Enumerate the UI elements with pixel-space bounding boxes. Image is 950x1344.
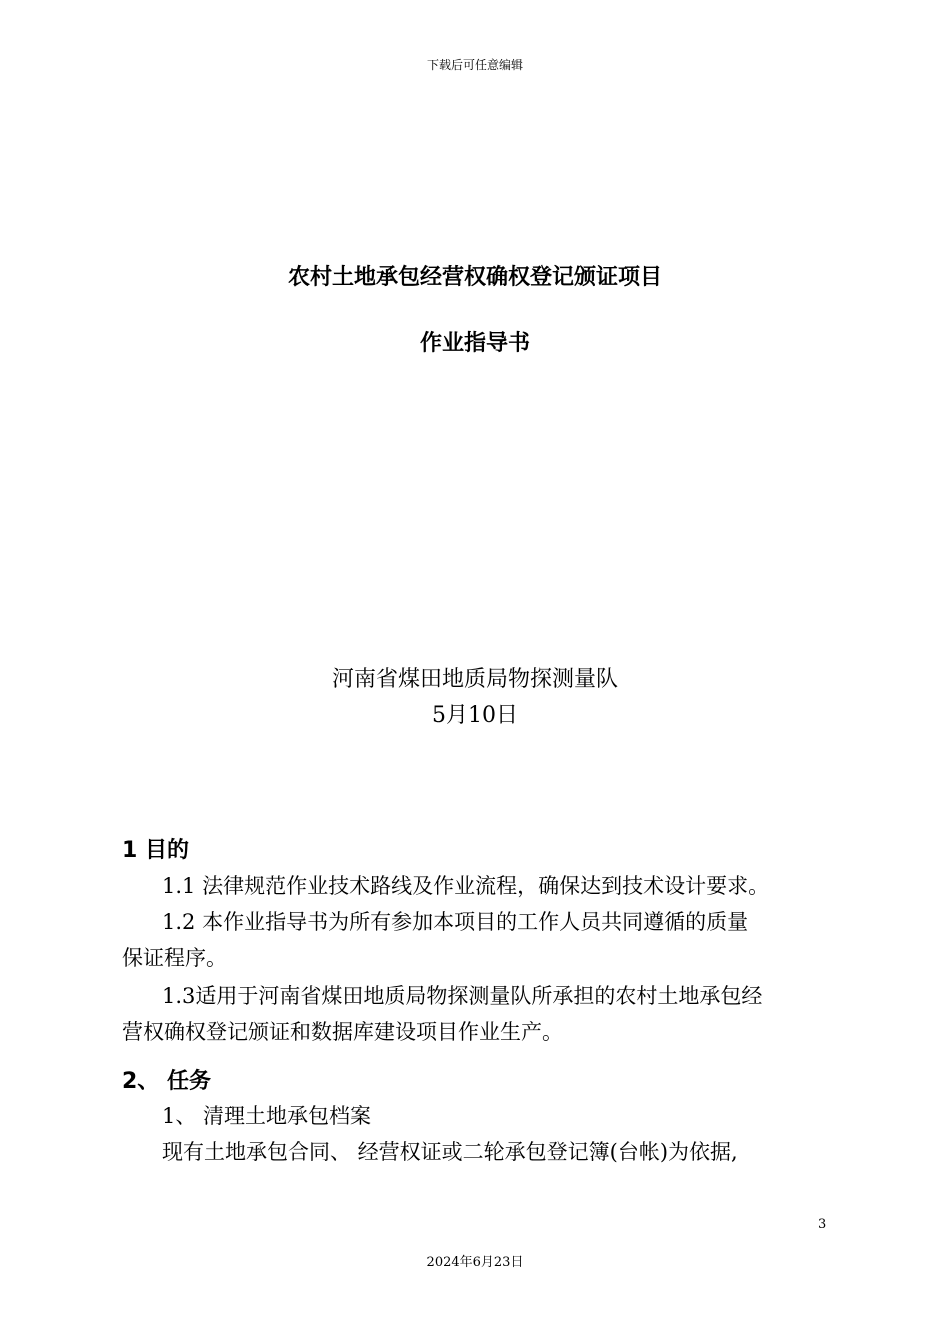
document-title: 农村土地承包经营权确权登记颁证项目: [287, 265, 662, 290]
paragraph-1-2-line2: 保证程序。: [122, 946, 227, 970]
section-heading-purpose: 1 目的: [122, 838, 189, 863]
document-date: 5月10日: [432, 703, 518, 728]
paragraph-1-3-line1: 1.3适用于河南省煤田地质局物探测量队所承担的农村土地承包经: [162, 984, 763, 1008]
task-paragraph: 现有土地承包合同、 经营权证或二轮承包登记簿(台帐)为依据,: [162, 1140, 738, 1164]
page-number: 3: [818, 1217, 827, 1232]
organization-name: 河南省煤田地质局物探测量队: [331, 667, 618, 692]
paragraph-1-3-line2: 营权确权登记颁证和数据库建设项目作业生产。: [122, 1020, 563, 1044]
paragraph-1-1: 1.1 法律规范作业技术路线及作业流程，确保达到技术设计要求。: [162, 874, 770, 898]
page-header: 下载后可任意编辑: [426, 58, 523, 72]
page-footer-date: 2024年6月23日: [426, 1255, 524, 1270]
paragraph-1-2-line1: 1.2 本作业指导书为所有参加本项目的工作人员共同遵循的质量: [162, 910, 749, 934]
section-heading-task: 2、 任务: [122, 1069, 211, 1094]
document-subtitle: 作业指导书: [419, 331, 530, 356]
task-item-1: 1、 清理土地承包档案: [162, 1104, 372, 1128]
